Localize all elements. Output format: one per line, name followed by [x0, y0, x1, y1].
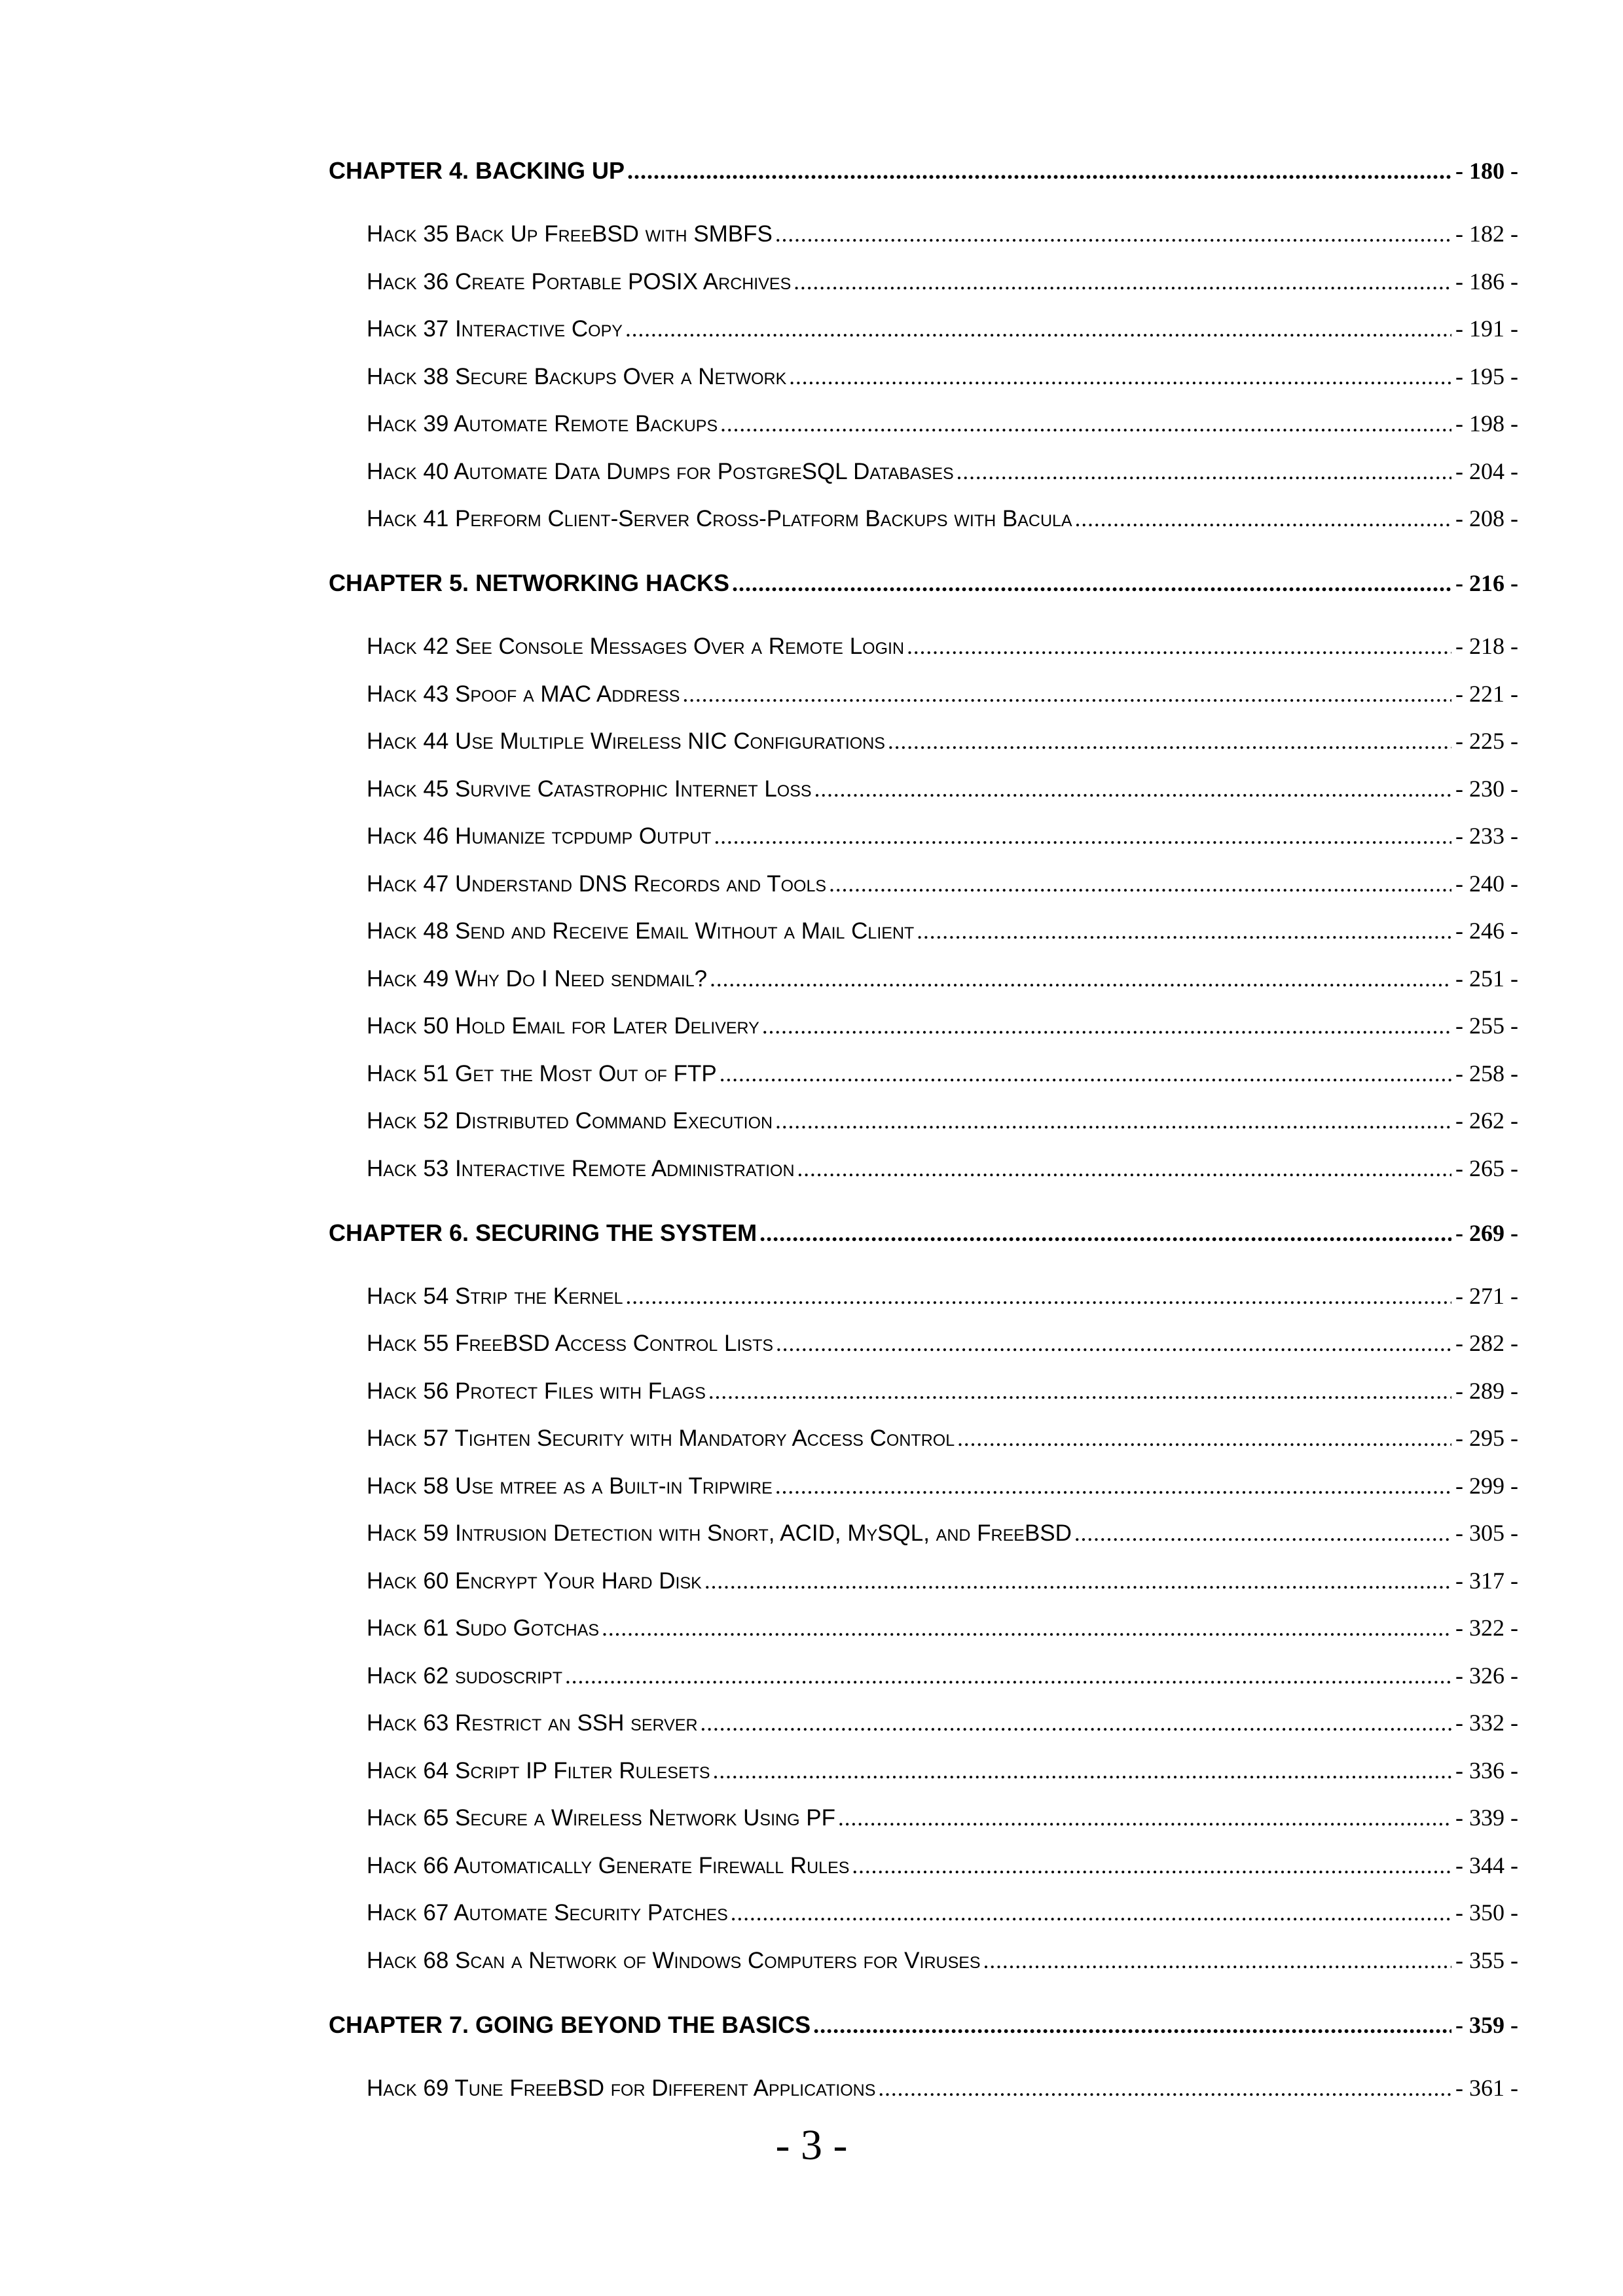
toc-entry-page: - 361 - [1455, 2075, 1518, 2101]
toc-hack-entry[interactable] [367, 220, 1518, 247]
toc-hack-entry[interactable] [367, 1614, 1518, 1641]
dot-leader [704, 1568, 1451, 1594]
toc-entry-title: Hack 50 Hold Email for Later Delivery [367, 1013, 759, 1039]
toc-hack-entry[interactable] [367, 1424, 1518, 1452]
toc-entry-page: - 186 - [1455, 268, 1518, 295]
toc-entry-page: - 282 - [1455, 1330, 1518, 1356]
toc-hack-entry[interactable] [367, 363, 1518, 390]
toc-entry-title: Hack 69 Tune FreeBSD for Different Applications [367, 2075, 876, 2101]
dot-leader [720, 1061, 1451, 1087]
toc-hack-entry[interactable] [367, 268, 1518, 295]
toc-hack-entry[interactable] [367, 1567, 1518, 1594]
toc-entry-page: - 299 - [1455, 1473, 1518, 1499]
dot-leader [710, 966, 1451, 992]
dot-leader [793, 269, 1451, 295]
toc-entry-title: Hack 51 Get the Most Out of FTP [367, 1061, 717, 1086]
dot-leader [775, 221, 1451, 247]
toc-entry-page: - 289 - [1455, 1378, 1518, 1404]
toc-entry-page: - 271 - [1455, 1283, 1518, 1309]
dot-leader [957, 1426, 1451, 1452]
toc-hack-entry[interactable] [367, 1946, 1518, 1974]
toc-hack-entry[interactable] [367, 917, 1518, 944]
dot-leader [852, 1853, 1451, 1879]
toc-entry-page: - 344 - [1455, 1852, 1518, 1878]
toc-hack-entry[interactable] [367, 775, 1518, 802]
toc-entry-title: Hack 54 Strip the Kernel [367, 1283, 623, 1309]
toc-entry-title: CHAPTER 4. BACKING UP [329, 157, 625, 184]
dot-leader [907, 634, 1451, 660]
dot-leader [878, 2075, 1451, 2102]
dot-leader [720, 411, 1451, 437]
dot-leader [797, 1156, 1451, 1182]
toc-entry-page: - 322 - [1455, 1615, 1518, 1641]
toc-hack-entry[interactable] [367, 1282, 1518, 1310]
toc-hack-entry[interactable] [367, 2074, 1518, 2102]
dot-leader [775, 1108, 1451, 1134]
toc-hack-entry[interactable] [367, 1662, 1518, 1689]
toc-entry-title: Hack 66 Automatically Generate Firewall Rules [367, 1853, 850, 1878]
toc-entry-title: Hack 41 Perform Client-Server Cross-Platform Backups with Bacula [367, 506, 1072, 531]
toc-entry-title: Hack 42 See Console Messages Over a Remote Login [367, 634, 905, 659]
toc-hack-entry[interactable] [367, 505, 1518, 532]
toc-entry-title: Hack 47 Understand DNS Records and Tools [367, 871, 827, 897]
toc-hack-entry[interactable] [367, 1852, 1518, 1879]
toc-hack-entry[interactable] [367, 1329, 1518, 1357]
toc-entry-title: Hack 65 Secure a Wireless Network Using PF [367, 1805, 835, 1831]
toc-entry-page: - 240 - [1455, 870, 1518, 897]
toc-entry-page: - 233 - [1455, 823, 1518, 849]
toc-entry-page: - 218 - [1455, 633, 1518, 659]
toc-hack-entry[interactable] [367, 822, 1518, 850]
dot-leader [565, 1663, 1451, 1689]
toc-entry-page: - 269 - [1455, 1220, 1518, 1246]
toc-entry-page: - 265 - [1455, 1155, 1518, 1181]
dot-leader [708, 1378, 1451, 1405]
dot-leader [713, 1758, 1451, 1784]
toc-entry-title: Hack 64 Script IP Filter Rulesets [367, 1758, 710, 1784]
dot-leader [627, 157, 1451, 185]
toc-entry-page: - 262 - [1455, 1107, 1518, 1134]
toc-entry-title: Hack 40 Automate Data Dumps for PostgreSQL Databases [367, 459, 954, 484]
toc-entry-page: - 191 - [1455, 315, 1518, 342]
toc-entry-title: Hack 49 Why Do I Need sendmail? [367, 966, 708, 992]
toc-entry-title: Hack 55 FreeBSD Access Control Lists [367, 1331, 774, 1356]
toc-entry-page: - 246 - [1455, 918, 1518, 944]
toc-entry-title: Hack 63 Restrict an SSH server [367, 1710, 698, 1736]
toc-entry-title: Hack 53 Interactive Remote Administration [367, 1156, 795, 1181]
dot-leader [731, 1900, 1451, 1926]
dot-leader [714, 823, 1451, 850]
dot-leader [775, 1473, 1451, 1499]
toc-entry-page: - 332 - [1455, 1710, 1518, 1736]
toc-entry-page: - 355 - [1455, 1947, 1518, 1973]
toc-hack-entry[interactable] [367, 680, 1518, 708]
toc-entry-title: CHAPTER 5. NETWORKING HACKS [329, 569, 730, 596]
toc-entry-title: Hack 38 Secure Backups Over a Network [367, 364, 787, 389]
toc-entry-title: Hack 46 Humanize tcpdump Output [367, 823, 712, 849]
toc-entry-page: - 336 - [1455, 1757, 1518, 1784]
toc-entry-title: Hack 44 Use Multiple Wireless NIC Configurations [367, 728, 885, 754]
toc-hack-entry[interactable] [367, 1709, 1518, 1736]
dot-leader [829, 871, 1451, 897]
toc-hack-entry[interactable] [367, 1899, 1518, 1926]
toc-entry-page: - 198 - [1455, 410, 1518, 437]
dot-leader [762, 1013, 1451, 1039]
toc-entry-title: Hack 57 Tighten Security with Mandatory Access Control [367, 1426, 955, 1451]
toc-entry-page: - 258 - [1455, 1060, 1518, 1086]
dot-leader [682, 681, 1451, 708]
dot-leader [626, 1283, 1452, 1310]
toc-chapter-entry[interactable] [329, 1219, 1518, 1247]
toc-hack-entry[interactable] [367, 632, 1518, 660]
toc-entry-page: - 195 - [1455, 363, 1518, 389]
toc-hack-entry[interactable] [367, 1060, 1518, 1087]
toc-hack-entry[interactable] [367, 727, 1518, 755]
toc-entry-title: Hack 59 Intrusion Detection with Snort, ACID, MySQL, and FreeBSD [367, 1520, 1072, 1546]
toc-entry-title: CHAPTER 6. SECURING THE SYSTEM [329, 1219, 757, 1246]
toc-chapter-entry[interactable] [329, 157, 1518, 185]
dot-leader [732, 569, 1451, 597]
toc-entry-title: CHAPTER 7. GOING BEYOND THE BASICS [329, 2011, 811, 2038]
toc-entry-page: - 251 - [1455, 965, 1518, 992]
toc-entry-page: - 326 - [1455, 1662, 1518, 1689]
toc-hack-entry[interactable] [367, 1107, 1518, 1134]
toc-hack-entry[interactable] [367, 1012, 1518, 1039]
dot-leader [983, 1948, 1451, 1974]
dot-leader [701, 1710, 1452, 1736]
toc-entry-page: - 350 - [1455, 1899, 1518, 1926]
toc-hack-entry[interactable] [367, 965, 1518, 992]
dot-leader [917, 918, 1451, 944]
toc-entry-title: Hack 60 Encrypt Your Hard Disk [367, 1568, 702, 1594]
toc-entry-title: Hack 39 Automate Remote Backups [367, 411, 718, 437]
toc-hack-entry[interactable] [367, 1377, 1518, 1405]
dot-leader [957, 459, 1451, 485]
toc-entry-title: Hack 56 Protect Files with Flags [367, 1378, 706, 1404]
toc-hack-entry[interactable] [367, 1519, 1518, 1547]
toc-entry-title: Hack 58 Use mtree as a Built-in Tripwire [367, 1473, 773, 1499]
dot-leader [625, 316, 1451, 342]
toc-entry-title: Hack 62 sudoscript [367, 1663, 562, 1689]
dot-leader [1075, 506, 1451, 532]
toc-chapter-entry[interactable] [329, 569, 1518, 597]
toc-entry-page: - 295 - [1455, 1425, 1518, 1451]
toc-entry-page: - 182 - [1455, 221, 1518, 247]
toc-entry-title: Hack 48 Send and Receive Email Without a Mail Client [367, 918, 915, 944]
dot-leader [759, 1219, 1451, 1247]
toc-entry-page: - 359 - [1455, 2012, 1518, 2038]
toc-entry-page: - 208 - [1455, 505, 1518, 531]
dot-leader [776, 1331, 1451, 1357]
toc-chapter-entry[interactable] [329, 2011, 1518, 2039]
toc-entry-title: Hack 52 Distributed Command Execution [367, 1108, 773, 1134]
toc-hack-entry[interactable] [367, 1757, 1518, 1784]
toc-entry-title: Hack 61 Sudo Gotchas [367, 1615, 600, 1641]
dot-leader [789, 364, 1451, 390]
toc-entry-title: Hack 43 Spoof a MAC Address [367, 681, 680, 707]
dot-leader [813, 2011, 1451, 2039]
page-number: - 3 - [775, 2121, 848, 2169]
toc-entry-page: - 305 - [1455, 1520, 1518, 1546]
dot-leader [838, 1805, 1451, 1831]
toc-entry-page: - 225 - [1455, 728, 1518, 754]
toc-entry-page: - 216 - [1455, 570, 1518, 596]
dot-leader [888, 728, 1451, 755]
toc-entry-title: Hack 45 Survive Catastrophic Internet Loss [367, 776, 812, 802]
toc-entry-page: - 230 - [1455, 776, 1518, 802]
toc-entry-page: - 317 - [1455, 1568, 1518, 1594]
toc-hack-entry[interactable] [367, 870, 1518, 897]
toc-hack-entry[interactable] [367, 1804, 1518, 1831]
toc-entry-page: - 339 - [1455, 1804, 1518, 1831]
toc-entry-title: Hack 67 Automate Security Patches [367, 1900, 728, 1926]
toc-entry-page: - 204 - [1455, 458, 1518, 484]
toc-entry-title: Hack 37 Interactive Copy [367, 316, 623, 342]
toc-entry-title: Hack 35 Back Up FreeBSD with SMBFS [367, 221, 773, 247]
toc-hack-entry[interactable] [367, 1472, 1518, 1499]
dot-leader [814, 776, 1451, 802]
toc-hack-entry[interactable] [367, 410, 1518, 437]
toc-entry-page: - 255 - [1455, 1013, 1518, 1039]
toc-entry-title: Hack 36 Create Portable POSIX Archives [367, 269, 792, 295]
toc-hack-entry[interactable] [367, 315, 1518, 342]
toc-hack-entry[interactable] [367, 457, 1518, 485]
toc-entry-title: Hack 68 Scan a Network of Windows Computers for Viruses [367, 1948, 981, 1973]
toc-entry-page: - 180 - [1455, 158, 1518, 184]
toc-entry-page: - 221 - [1455, 681, 1518, 707]
dot-leader [602, 1615, 1451, 1641]
dot-leader [1074, 1520, 1451, 1547]
toc-hack-entry[interactable] [367, 1155, 1518, 1182]
